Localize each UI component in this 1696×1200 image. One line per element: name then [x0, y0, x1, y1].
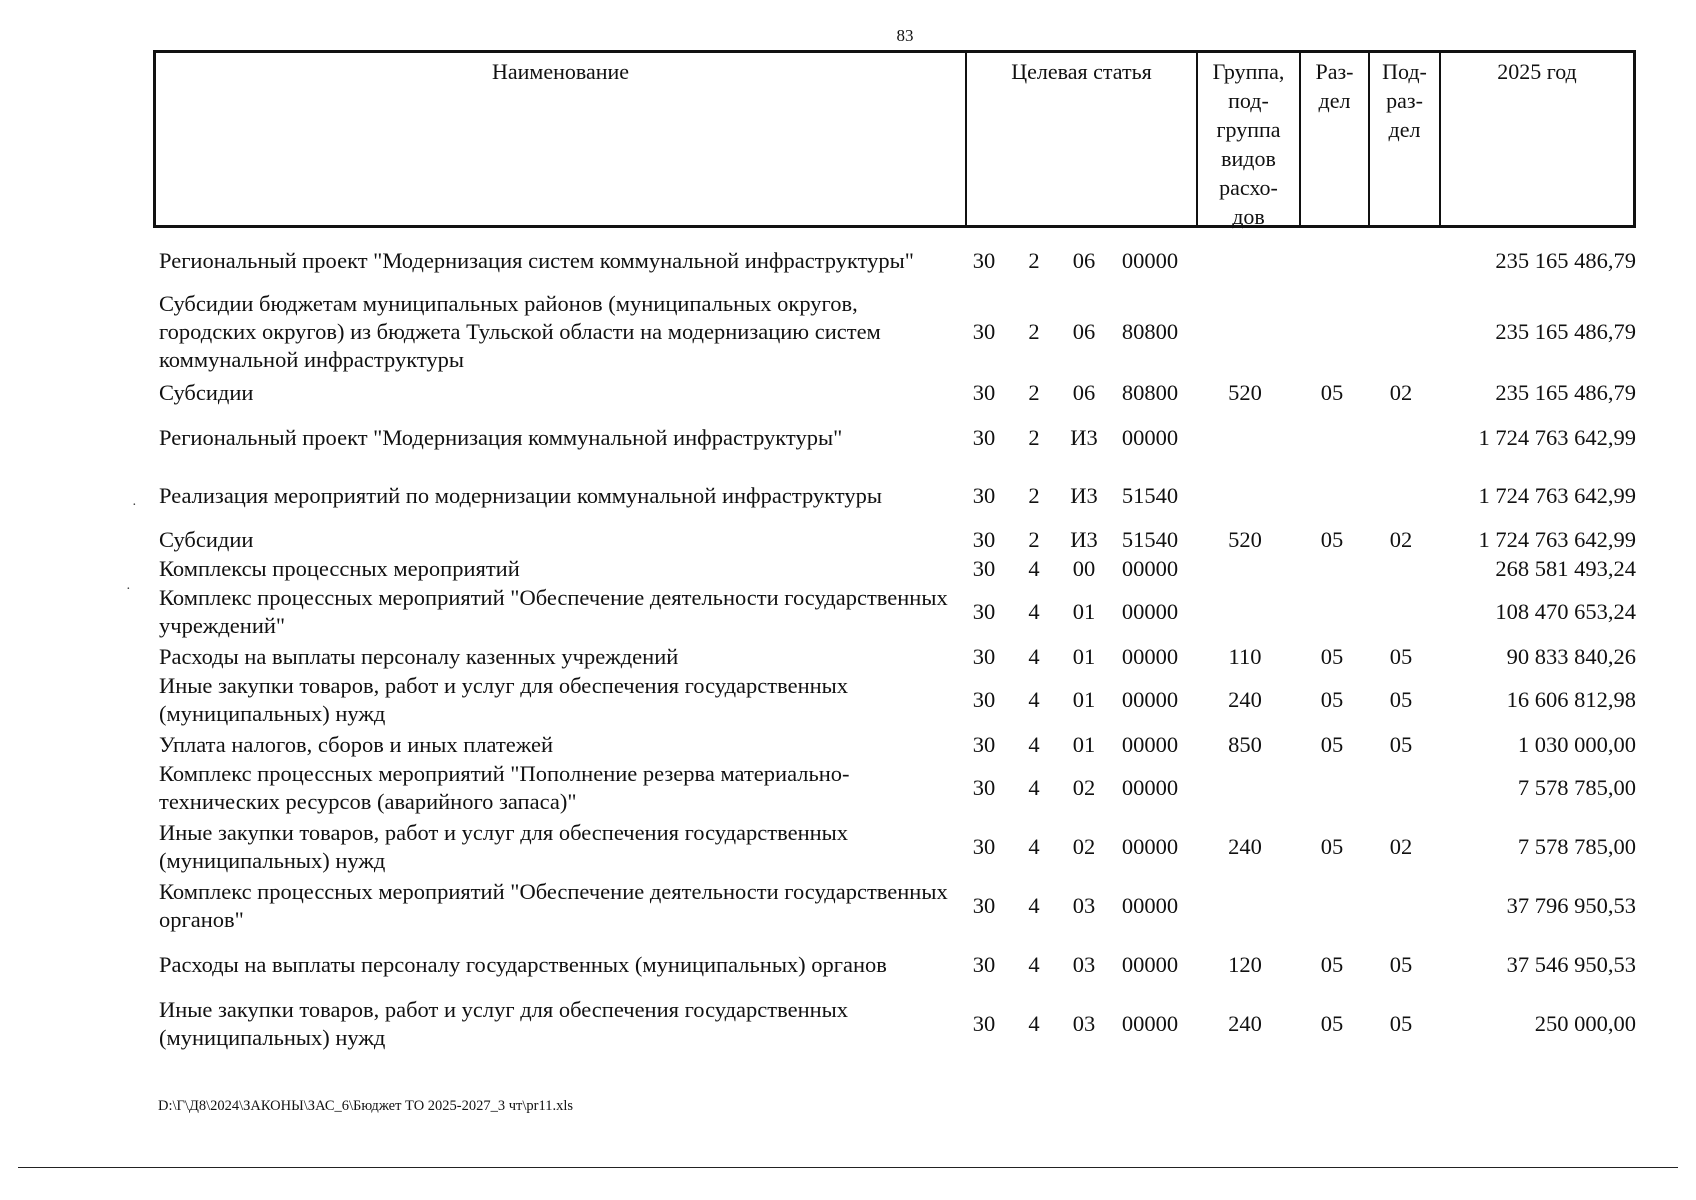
row-code-direction: 51540 [1121, 483, 1179, 508]
row-code-subprogram: 2 [1028, 483, 1040, 508]
row-code-program: 30 [972, 425, 996, 450]
table-row [0, 671, 1696, 729]
row-section: 05 [1320, 380, 1344, 405]
page-number: 83 [896, 26, 914, 45]
row-subsection: 02 [1389, 834, 1413, 859]
page-bottom-rule [18, 1167, 1678, 1168]
row-name: Комплекс процессных мероприятий "Обеспечение деятельности государственных учреждений" [159, 585, 948, 638]
row-code-project: 01 [1072, 599, 1096, 624]
row-section: 05 [1320, 644, 1344, 669]
row-amount: 37 546 950,53 [1506, 952, 1636, 977]
row-code-program: 30 [972, 644, 996, 669]
row-amount: 16 606 812,98 [1506, 687, 1636, 712]
row-code-project: 03 [1072, 1011, 1096, 1036]
table-row [0, 423, 1696, 453]
row-section: 05 [1320, 834, 1344, 859]
row-name: Расходы на выплаты персоналу казенных учреждений [159, 644, 679, 669]
row-section: 05 [1320, 952, 1344, 977]
row-code-subprogram: 4 [1028, 893, 1040, 918]
row-amount: 1 724 763 642,99 [1478, 425, 1636, 450]
row-name: Иные закупки товаров, работ и услуг для обеспечения государственных (муниципальных) нужд [159, 673, 849, 726]
header-expense-group-line: видов [1221, 146, 1276, 171]
header-expense-group [1196, 53, 1299, 229]
table-header [153, 50, 1636, 228]
row-name: Уплата налогов, сборов и иных платежей [159, 732, 554, 757]
row-code-project: 06 [1072, 248, 1096, 273]
table-row [0, 759, 1696, 817]
row-code-direction: 00000 [1121, 834, 1179, 859]
row-code-program: 30 [972, 527, 996, 552]
row-code-direction: 00000 [1121, 248, 1179, 273]
row-code-subprogram: 4 [1028, 599, 1040, 624]
row-amount: 250 000,00 [1534, 1011, 1636, 1036]
row-code-subprogram: 4 [1028, 687, 1040, 712]
row-code-program: 30 [972, 556, 996, 581]
row-code-subprogram: 2 [1028, 527, 1040, 552]
header-expense-group-line: расхо- [1219, 175, 1278, 200]
header-section-line: Раз- [1315, 59, 1354, 84]
row-expense-group: 120 [1228, 952, 1262, 977]
row-code-direction: 80800 [1121, 380, 1179, 405]
header-expense-group-line: под- [1228, 88, 1269, 113]
row-code-direction: 00000 [1121, 687, 1179, 712]
row-subsection: 02 [1389, 380, 1413, 405]
table-row [0, 818, 1696, 876]
table-row [0, 246, 1696, 276]
row-name: Субсидии бюджетам муниципальных районов (муниципальных округов, городских округов) из бюджета Тульской области на модернизацию систем коммунальной инфраструктуры [159, 291, 881, 372]
row-code-program: 30 [972, 380, 996, 405]
row-amount: 7 578 785,00 [1517, 834, 1636, 859]
row-code-subprogram: 4 [1028, 556, 1040, 581]
row-amount: 235 165 486,79 [1495, 248, 1636, 273]
row-code-program: 30 [972, 599, 996, 624]
row-code-direction: 80800 [1121, 319, 1179, 344]
row-amount: 1 724 763 642,99 [1478, 483, 1636, 508]
row-code-direction: 00000 [1121, 1011, 1179, 1036]
row-section: 05 [1320, 687, 1344, 712]
row-code-program: 30 [972, 1011, 996, 1036]
row-code-program: 30 [972, 319, 996, 344]
header-expense-group-line: группа [1216, 117, 1281, 142]
row-amount: 1 030 000,00 [1517, 732, 1636, 757]
row-code-direction: 00000 [1121, 952, 1179, 977]
header-subsection-line: Под- [1382, 59, 1427, 84]
row-code-project: И3 [1070, 425, 1098, 450]
row-code-subprogram: 2 [1028, 319, 1040, 344]
table-row [0, 481, 1696, 511]
header-subsection [1368, 53, 1439, 225]
row-name: Иные закупки товаров, работ и услуг для обеспечения государственных (муниципальных) нужд [159, 820, 849, 873]
row-code-program: 30 [972, 893, 996, 918]
row-amount: 235 165 486,79 [1495, 380, 1636, 405]
row-code-program: 30 [972, 775, 996, 800]
row-code-direction: 00000 [1121, 644, 1179, 669]
table-row [0, 950, 1696, 980]
row-expense-group: 240 [1228, 1011, 1262, 1036]
row-amount: 1 724 763 642,99 [1478, 527, 1636, 552]
row-code-direction: 00000 [1121, 732, 1179, 757]
row-code-project: 01 [1072, 732, 1096, 757]
table-row [0, 995, 1696, 1053]
row-name: Расходы на выплаты персоналу государственных (муниципальных) органов [159, 952, 887, 977]
row-code-direction: 00000 [1121, 425, 1179, 450]
table-row [0, 554, 1696, 584]
header-subsection-line: дел [1388, 117, 1421, 142]
row-code-subprogram: 4 [1028, 775, 1040, 800]
header-expense-group-line: дов [1232, 204, 1265, 229]
row-name: Региональный проект "Модернизация систем коммунальной инфраструктуры" [159, 248, 914, 273]
row-name: Реализация мероприятий по модернизации коммунальной инфраструктуры [159, 483, 882, 508]
row-code-project: 06 [1072, 319, 1096, 344]
header-target-article: Целевая статья [965, 53, 1196, 225]
scan-speck: · [126, 582, 131, 597]
table-row [0, 642, 1696, 672]
row-subsection: 02 [1389, 527, 1413, 552]
header-name: Наименование [491, 59, 630, 84]
row-code-project: 03 [1072, 952, 1096, 977]
row-code-program: 30 [972, 687, 996, 712]
header-expense-group-line: Группа, [1212, 59, 1285, 84]
row-name: Комплекс процессных мероприятий "Пополнение резерва материально-технических ресурсов (аварийного запаса)" [159, 761, 850, 814]
row-code-subprogram: 2 [1028, 425, 1040, 450]
row-subsection: 05 [1389, 687, 1413, 712]
row-code-project: 06 [1072, 380, 1096, 405]
row-expense-group: 240 [1228, 834, 1262, 859]
row-name: Иные закупки товаров, работ и услуг для обеспечения государственных (муниципальных) нужд [159, 997, 849, 1050]
row-expense-group: 520 [1228, 527, 1262, 552]
row-code-project: 00 [1072, 556, 1096, 581]
row-expense-group: 240 [1228, 687, 1262, 712]
row-subsection: 05 [1389, 1011, 1413, 1036]
row-code-project: 01 [1072, 644, 1096, 669]
row-section: 05 [1320, 732, 1344, 757]
row-code-program: 30 [972, 834, 996, 859]
table-row [0, 378, 1696, 408]
row-name: Субсидии [159, 380, 254, 405]
row-subsection: 05 [1389, 732, 1413, 757]
row-subsection: 05 [1389, 952, 1413, 977]
row-code-subprogram: 4 [1028, 952, 1040, 977]
row-code-direction: 00000 [1121, 775, 1179, 800]
row-expense-group: 520 [1228, 380, 1262, 405]
table-row [0, 289, 1696, 375]
row-code-subprogram: 2 [1028, 248, 1040, 273]
row-amount: 235 165 486,79 [1495, 319, 1636, 344]
row-name: Комплексы процессных мероприятий [159, 556, 520, 581]
row-code-project: 03 [1072, 893, 1096, 918]
table-row [0, 583, 1696, 641]
row-code-subprogram: 2 [1028, 380, 1040, 405]
row-code-program: 30 [972, 732, 996, 757]
row-code-direction: 00000 [1121, 893, 1179, 918]
row-code-project: 01 [1072, 687, 1096, 712]
table-row [0, 525, 1696, 555]
row-code-direction: 00000 [1121, 556, 1179, 581]
table-row [0, 877, 1696, 935]
header-section [1299, 53, 1368, 225]
footer-file-path: D:\Г\Д8\2024\ЗАКОНЫ\ЗАС_6\Бюджет ТО 2025-2027_3 чт\pr11.xls [158, 1098, 573, 1114]
row-code-program: 30 [972, 952, 996, 977]
row-code-project: И3 [1070, 527, 1098, 552]
row-amount: 268 581 493,24 [1495, 556, 1636, 581]
row-code-subprogram: 4 [1028, 732, 1040, 757]
row-code-project: 02 [1072, 775, 1096, 800]
row-code-subprogram: 4 [1028, 1011, 1040, 1036]
row-amount: 108 470 653,24 [1495, 599, 1636, 624]
row-code-project: 02 [1072, 834, 1096, 859]
row-expense-group: 850 [1228, 732, 1262, 757]
row-subsection: 05 [1389, 644, 1413, 669]
row-name: Комплекс процессных мероприятий "Обеспечение деятельности государственных органов" [159, 879, 948, 932]
row-code-direction: 51540 [1121, 527, 1179, 552]
row-name: Субсидии [159, 527, 254, 552]
row-code-subprogram: 4 [1028, 644, 1040, 669]
header-section-line: дел [1318, 88, 1351, 113]
scan-speck: · [132, 498, 137, 513]
row-code-program: 30 [972, 248, 996, 273]
row-name: Региональный проект "Модернизация коммунальной инфраструктуры" [159, 425, 843, 450]
row-code-direction: 00000 [1121, 599, 1179, 624]
table-row [0, 730, 1696, 760]
row-code-program: 30 [972, 483, 996, 508]
row-amount: 37 796 950,53 [1506, 893, 1636, 918]
row-expense-group: 110 [1228, 644, 1262, 669]
header-subsection-line: раз- [1386, 88, 1423, 113]
header-year: 2025 год [1439, 53, 1633, 225]
row-code-project: И3 [1070, 483, 1098, 508]
row-amount: 90 833 840,26 [1506, 644, 1636, 669]
row-section: 05 [1320, 527, 1344, 552]
row-code-subprogram: 4 [1028, 834, 1040, 859]
row-section: 05 [1320, 1011, 1344, 1036]
row-amount: 7 578 785,00 [1517, 775, 1636, 800]
